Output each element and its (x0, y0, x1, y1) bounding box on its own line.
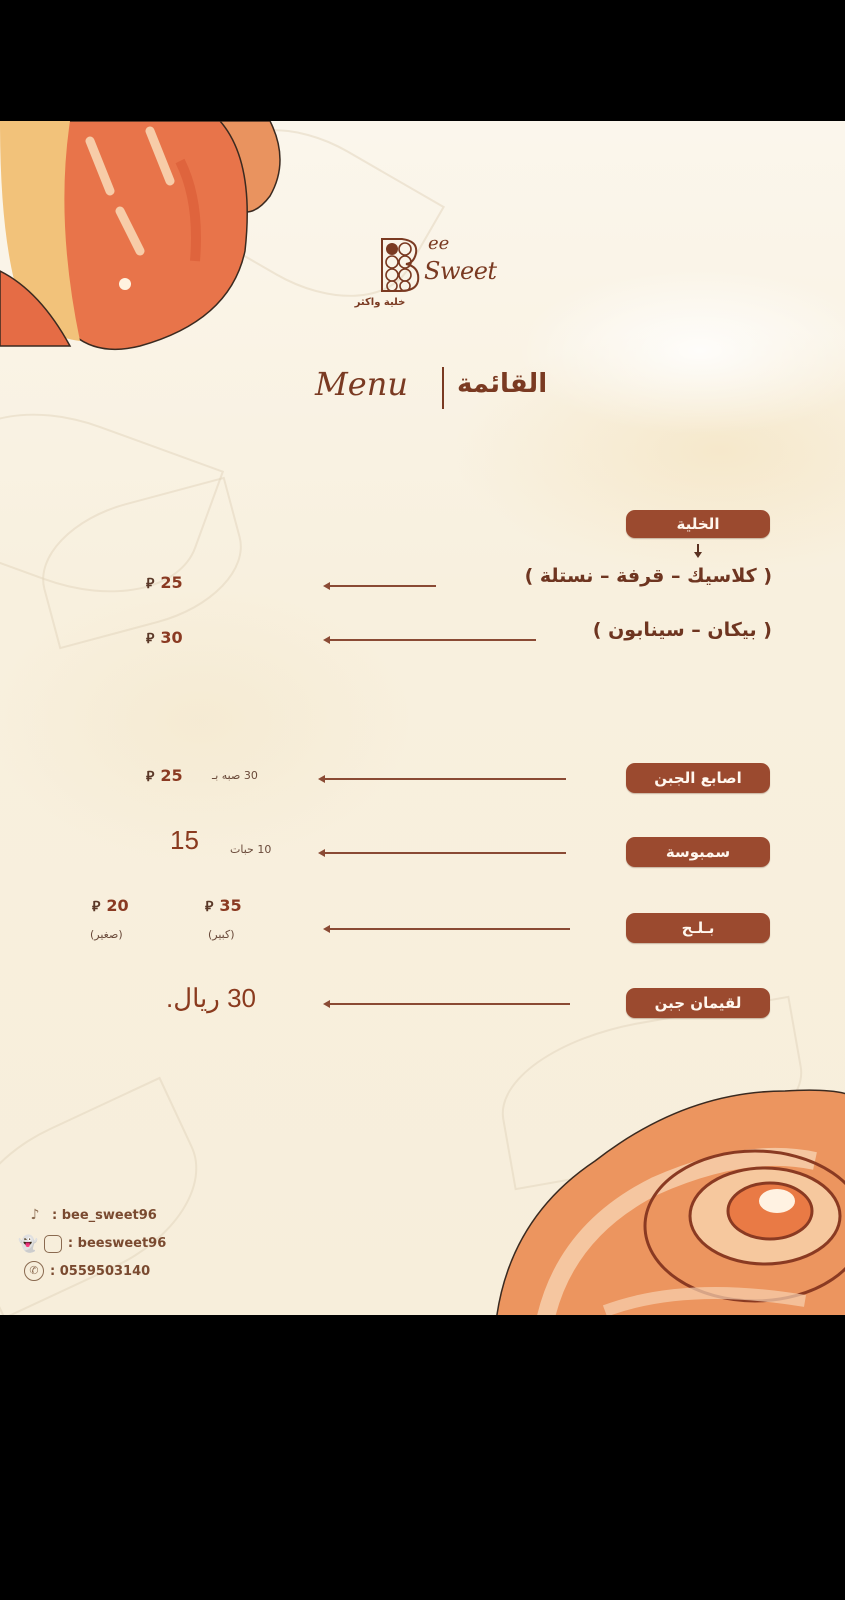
bee-sweet-logo (354, 233, 520, 323)
khaliya-variant-1: ( كلاسيك – قرفة – نستلة ) (524, 565, 772, 587)
luqaimat-price: 30 ريال. (166, 983, 256, 1013)
balah-size-small: (صغير) (90, 928, 123, 941)
logo-ee-text: ee (428, 233, 450, 254)
snapchat-icon: 👻 (18, 1234, 38, 1253)
menu-title (315, 365, 575, 415)
khaliya-price-2: ⃁ 30 (146, 628, 183, 647)
item-pill-samosa: سمبوسة (626, 837, 770, 867)
down-arrow-icon (697, 544, 699, 554)
logo-tagline: خلية واكثر (354, 297, 406, 308)
riyal-currency-icon: ⃁ (146, 631, 155, 647)
arrow-left-icon (326, 928, 570, 930)
honeycomb-b-icon (380, 237, 420, 293)
arrow-left-icon (321, 778, 566, 780)
item-pill-luqaimat-cheese: لقيمان جبن (626, 988, 770, 1018)
cheese-fingers-price: ⃁ 25 (146, 766, 183, 785)
contact-tiktok: ♪ : bee_sweet96 (24, 1207, 157, 1223)
khaliya-price-1: ⃁ 25 (146, 573, 183, 592)
contact-snapchat-instagram: 👻 : beesweet96 (18, 1234, 167, 1253)
item-pill-cheese-fingers: اصابع الجبن (626, 763, 770, 793)
category-pill-khaliya: الخلية (626, 510, 770, 538)
instagram-icon (44, 1235, 62, 1253)
croissant-illustration (0, 121, 290, 361)
balah-size-large: (كبير) (208, 928, 235, 941)
cinnamon-roll-illustration (485, 1051, 845, 1315)
riyal-currency-icon: ⃁ (146, 769, 155, 785)
title-divider (442, 367, 444, 409)
khaliya-variant-2: ( بيكان – سينابون ) (592, 619, 772, 641)
title-arabic: القائمة (457, 369, 548, 399)
title-english: Menu (315, 365, 408, 403)
contact-phone: ✆ : 0559503140 (24, 1261, 150, 1281)
arrow-left-icon (326, 585, 436, 587)
samosa-price: 15 (170, 825, 199, 855)
riyal-currency-icon: ⃁ (205, 899, 214, 915)
phone-whatsapp-icon: ✆ (24, 1261, 44, 1281)
samosa-detail: 10 حبات (230, 843, 272, 856)
item-pill-balah: بـلـح (626, 913, 770, 943)
cheese-fingers-detail: 30 صبه بـ (212, 769, 258, 782)
riyal-currency-icon: ⃁ (92, 899, 101, 915)
arrow-left-icon (326, 639, 536, 641)
menu-page (0, 121, 845, 1315)
arrow-left-icon (326, 1003, 570, 1005)
balah-price-large: ⃁ 35 (205, 896, 242, 915)
tiktok-icon: ♪ (30, 1207, 40, 1223)
riyal-currency-icon: ⃁ (146, 576, 155, 592)
balah-price-small: ⃁ 20 (92, 896, 129, 915)
logo-sweet-text: Sweet (424, 257, 497, 285)
arrow-left-icon (321, 852, 566, 854)
